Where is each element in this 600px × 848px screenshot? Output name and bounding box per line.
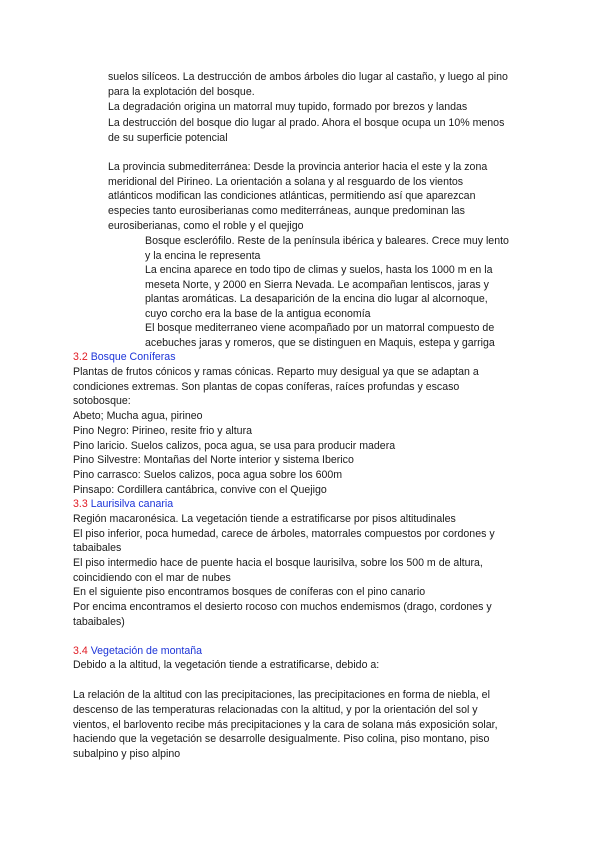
text-line: El bosque mediterraneo viene acompañado por un matorral compuesto de <box>145 322 495 334</box>
section-heading-3-2 <box>73 350 176 365</box>
text-line: El piso intermedio hace de puente hacia el bosque laurisilva, sobre los 500 m de altura, <box>73 557 483 569</box>
text-line: Región macaronésica. La vegetación tiende a estratificarse por pisos altitudinales <box>73 513 456 525</box>
section-title: Bosque Coníferas <box>90 351 176 363</box>
text-line: eurosiberianas, como el roble y el quejigo <box>108 220 304 232</box>
text-line: meseta Norte, y 2000 en Sierra Nevada. Le acompañan lentiscos, jaras y <box>145 279 489 291</box>
text-line: El piso inferior, poca humedad, carece de árboles, matorrales compuestos por cordones y <box>73 528 495 540</box>
section-heading-3-4 <box>73 644 202 659</box>
text-line: La degradación origina un matorral muy tupido, formado por brezos y landas <box>108 101 468 113</box>
text-line: Plantas de frutos cónicos y ramas cónicas. Reparto muy desigual ya que se adaptan a <box>73 366 479 378</box>
text-line: La encina aparece en todo tipo de climas y suelos, hasta los 1000 m en la <box>145 264 493 276</box>
text-line: La provincia submediterránea: Desde la provincia anterior hacia el este y la zona <box>108 161 488 173</box>
text-line: coincidiendo con el mar de nubes <box>73 572 231 584</box>
text-line: subalpino y piso alpino <box>73 748 181 760</box>
section-number: 3.2 <box>73 351 88 363</box>
text-line: haciendo que la vegetación se desarrolle desigualmente. Piso colina, piso montano, piso <box>73 733 490 745</box>
section-title: Laurisilva canaria <box>90 498 174 510</box>
text-line: plantas aromáticas. La desaparición de la encina dio lugar al alcornoque, <box>145 293 488 305</box>
text-line: meridional del Pirineo. La orientación a solana y al resguardo de los vientos <box>108 176 464 188</box>
text-line: descenso de las temperaturas relacionadas con la altitud, y por la orientación del sol y <box>73 704 478 716</box>
text-line: La relación de la altitud con las precipitaciones, las precipitaciones en forma de niebla, el <box>73 689 490 701</box>
text-line: suelos silíceos. La destrucción de ambos árboles dio lugar al castaño, y luego al pino <box>108 71 508 83</box>
text-line: Debido a la altitud, la vegetación tiende a estratificarse, debido a: <box>73 659 380 671</box>
text-line: para la explotación del bosque. <box>108 86 255 98</box>
text-line: Pino Negro: Pirineo, resite frio y altura <box>73 425 252 437</box>
text-line: especies tanto eurosiberianas como mediterráneas, aunque predominan las <box>108 205 465 217</box>
section-number: 3.4 <box>73 645 88 657</box>
text-line: Pino Silvestre: Montañas del Norte interior y sistema Iberico <box>73 454 354 466</box>
text-line: atlánticos modifican las condiciones atlánticas, permitiendo así que aparezcan <box>108 190 476 202</box>
text-line: Por encima encontramos el desierto rocoso con muchos endemismos (drago, cordones y <box>73 601 492 613</box>
text-line: sotobosque: <box>73 395 131 407</box>
text-line: condiciones extremas. Son plantas de copas coníferas, raíces profundas y escaso <box>73 381 460 393</box>
text-line: cuyo corcho era la base de la antigua economía <box>145 308 371 320</box>
text-line: Bosque esclerófilo. Reste de la península ibérica y baleares. Crece muy lento <box>145 235 509 247</box>
text-line: tabaibales <box>73 542 122 554</box>
section-number: 3.3 <box>73 498 88 510</box>
text-line: En el siguiente piso encontramos bosques de coníferas con el pino canario <box>73 586 426 598</box>
text-line: Pino laricio. Suelos calizos, poca agua, se usa para producir madera <box>73 440 396 452</box>
text-line: Pinsapo: Cordillera cantábrica, convive con el Quejigo <box>73 484 327 496</box>
text-line: Abeto; Mucha agua, pirineo <box>73 410 203 422</box>
text-line: Pino carrasco: Suelos calizos, poca agua sobre los 600m <box>73 469 343 481</box>
section-title: Vegetación de montaña <box>90 645 203 657</box>
text-line: vientos, el barlovento recibe más precipitaciones y la cara de solana más exposición solar, <box>73 719 498 731</box>
section-heading-3-3 <box>73 497 173 512</box>
text-line: La destrucción del bosque dio lugar al prado. Ahora el bosque ocupa un 10% menos <box>108 117 505 129</box>
text-line: de su superficie potencial <box>108 132 228 144</box>
text-line: y la encina le representa <box>145 250 261 262</box>
text-line: tabaibales) <box>73 616 125 628</box>
text-line: acebuches jaras y romeros, que se distinguen en Maquis, estepa y garriga <box>145 337 495 349</box>
